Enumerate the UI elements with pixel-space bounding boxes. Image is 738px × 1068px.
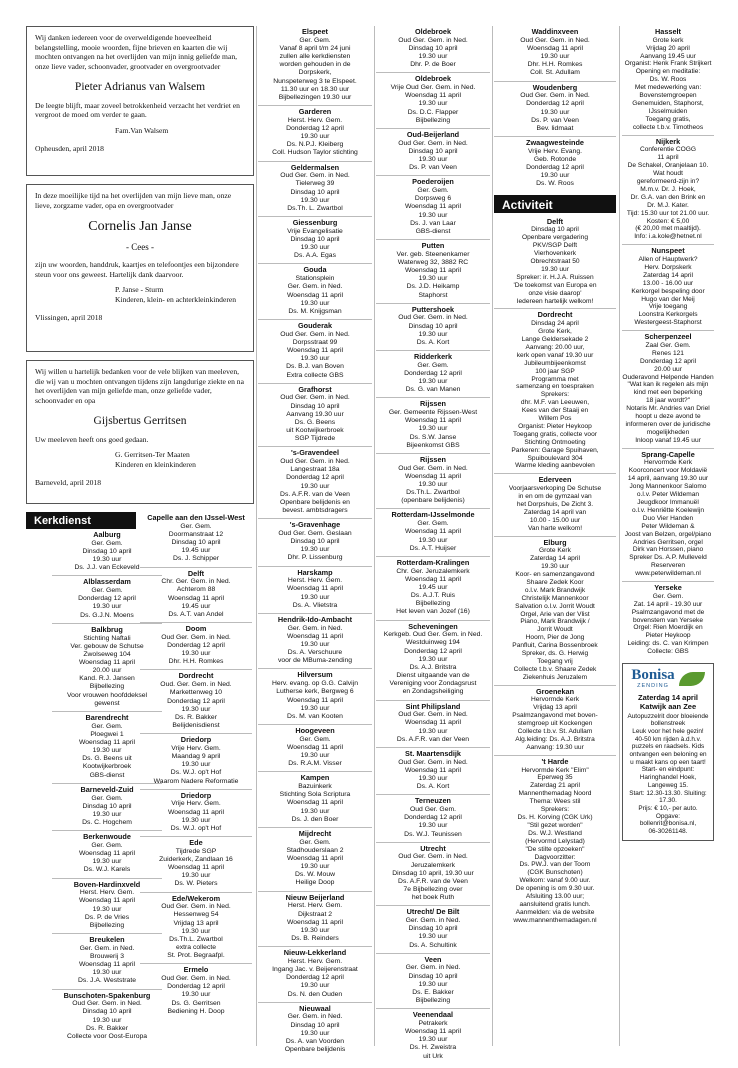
listing-entry <box>494 537 616 686</box>
listing-title: Yerseke <box>654 583 682 593</box>
listing-body: Voorjaarsverkoping De Schutse in en om de gymzaal van het Dorpshuis, De Zicht 3. Zaterdag 14 april van 10.00 - 15.00 uur Van harte welkom! <box>508 485 602 532</box>
listing-entry <box>494 82 616 138</box>
listing-title: Oldebroek <box>414 27 452 36</box>
listing-body: Ger. Gem. in Ned. Dinsdag 10 april 19.30 uur Ds. E. Bakker Bijbellezing <box>405 964 461 1005</box>
listing-title: Ede/Wekerom <box>171 893 221 903</box>
listing-entry <box>140 790 252 837</box>
listing-body: Herv. evang. op G.G. Calvijn Lutherse kerk, Bergweg 6 Woensdag 11 april 19.30 uur Ds. M. van Kooten <box>271 680 358 720</box>
listing-body: Ger. Gem. Doormanstraat 12 Dinsdag 10 april 19.45 uur Ds. J. Schipper <box>168 522 224 563</box>
listing-title: Barneveld-Zuid <box>80 784 134 794</box>
listing-entry <box>376 304 490 351</box>
listing-title: Kampen <box>300 773 330 783</box>
listing-body: Conferentie COGG 11 april De Schakel, Oranjelaan 10. Wat houdt gereformeerd-zijn in? M.m.v. Dr. J. Hoek, Dr. G.A. van den Brink en Dr. M.J. Kater. Tijd: 15.30 uur tot 21.00 uur. Kosten: € 5,00 (€ 20,00 met maaltijd). Info: i.a.kole@hetnet.nl <box>626 146 710 241</box>
listing-title: Aalburg <box>93 530 121 539</box>
listing-entry <box>258 567 372 614</box>
listing-body: Oud Ger. Gem. in Ned. Donderdag 12 april 19.30 uur Ds. G. Gerritsen Bediening H. Doop <box>161 975 231 1015</box>
listing-title: Driedorp <box>180 790 212 800</box>
listing-title: Zwaagwesteinde <box>526 138 584 148</box>
listing-entry <box>140 964 252 1019</box>
listing-entry <box>622 136 714 246</box>
listing-title: Boven-Hardinxveld <box>73 879 141 889</box>
kerkdienst-column-4 <box>376 26 490 1064</box>
listing-body: Ger. Gem. in Ned. Dinsdag 10 april 19.30 uur Ds. A. van Voorden Openbare belijdenis <box>284 1013 346 1054</box>
listing-title: Nieuwaal <box>299 1003 331 1013</box>
listing-body: Vrije Herv. Evang. Geb. Rotonde Donderdag 12 april 19.30 uur Ds. W. Roos <box>526 147 584 188</box>
listing-body: Oud Ger. Gem. in Ned. Dorpsstraat 99 Woensdag 11 april 19.30 uur Ds. B.J. van Boven Extra collecte GBS <box>280 330 350 379</box>
listing-body: Herst. Herv. Gem. Woensdag 11 april 19.30 uur Ds. A. Vlietstra <box>286 577 344 609</box>
listing-entry <box>376 240 490 304</box>
listing-title: Groenekan <box>535 686 575 696</box>
listing-title: Mijdrecht <box>298 828 332 838</box>
listing-title: St. Maartensdijk <box>405 748 461 758</box>
listing-entry <box>376 748 490 795</box>
listing-title: Dordrecht <box>178 671 214 681</box>
listing-title: Garderen <box>298 107 332 116</box>
listing-entry <box>258 669 372 725</box>
listing-body: Vrije Herv. Gem. Woensdag 11 april 19.30 uur Ds. W.J. op't Hof <box>167 800 225 832</box>
kerkdienst-header: Kerkdienst <box>26 512 136 529</box>
listing-title: 's-Gravendeel <box>291 448 339 458</box>
listing-title: Gouda <box>303 265 327 275</box>
listing-body: Vrije Oud Ger. Gem. in Ned. Woensdag 11 april 19.30 uur Ds. D.C. Flapper Bijbellezing <box>390 84 476 124</box>
listing-entry <box>258 26 372 106</box>
listing-body: Herst. Herv. Gem. Dijkstraat 2 Woensdag 11 april 19.30 uur Ds. B. Reinders <box>286 902 344 942</box>
listing-body: Ger. Gem. Woensdag 11 april 19.30 uur Ds. A.T. Huijser <box>404 520 462 552</box>
listing-title: Waddinxveen <box>531 27 579 36</box>
listing-title: Rijssen <box>420 454 446 464</box>
kerkdienst-column-3 <box>258 26 372 1057</box>
listing-body: Oud Ger. Gem. in Ned. Donderdag 12 april 19.30 uur Ds. P. van Veen Bev. lidmaat <box>520 92 590 132</box>
listing-entry <box>376 176 490 240</box>
listing-title: Rotterdam-IJsselmonde <box>391 510 475 520</box>
listing-body: Stichting Naftali Ver. gebouw de Schutse Zwolseweg 104 Woensdag 11 april 20.00 uur Kand. R.J. Jansen Bijbellezing Voor vrouwen hoofddeksel gewenst <box>66 634 148 707</box>
listing-body: Ger. Gem. Dorpsweg 6 Woensdag 11 april 19.30 uur Ds. J. van Laar GBS-dienst <box>404 187 462 235</box>
left-block <box>26 26 254 1056</box>
listing-entry <box>494 686 616 756</box>
notice-intro: Wij willen u hartelijk bedanken voor de vele blijken van meeleven, die wij van u mochten ontvangen tijdens zijn langdurige ziekte en na het overlijden van mijn geliefde man, onze geliefde vader, schoonvader en opa <box>35 367 244 406</box>
death-notice <box>26 26 254 176</box>
listing-title: Sint Philipsland <box>405 701 461 711</box>
listing-entry <box>376 129 490 176</box>
listing-body: Stationsplein Ger. Gem. in Ned. Woensdag 11 april 19.30 uur Ds. M. Knijgsman <box>286 275 344 315</box>
listing-title: Giessenburg <box>292 218 338 228</box>
listing-body: Ger. Gem. Donderdag 12 april 19.30 uur Ds. G. van Manen <box>404 361 462 394</box>
listing-entry <box>494 216 616 310</box>
listing-title: Rijssen <box>420 399 446 409</box>
listing-title: Delft <box>187 568 205 578</box>
listing-body: Oud. Ger. Gem. in Ned. Markettenweg 10 Donderdag 12 april 19.30 uur Ds. R. Bakker Belijdenisdienst <box>160 681 232 729</box>
listing-entry <box>494 474 616 536</box>
notice-subtitle: - Cees - <box>126 242 154 253</box>
listing-title: Sprang-Capelle <box>641 449 695 459</box>
column-divider <box>374 26 375 1046</box>
leaf-icon <box>679 672 705 686</box>
notice-place: Opheusden, april 2018 <box>35 143 104 153</box>
notice-name: Gijsbertus Gerritsen <box>93 414 187 427</box>
listing-title: Hilversum <box>297 670 333 680</box>
listing-title: Elburg <box>543 537 567 547</box>
listing-title: Utrecht <box>420 843 446 853</box>
listing-body: Oud Ger. Gem. in Ned. Jeruzalemkerk Dinsdag 10 april, 19.30 uur Ds. A.F.R. van de Veen 7e Bijbellezing over het boek Ruth <box>392 853 474 902</box>
listing-body: Oud Ger. Gem. in Ned. Dinsdag 10 april 19.30 uur Dhr. P. de Boer <box>398 36 468 69</box>
listing-title: Poederoijen <box>412 177 454 187</box>
notice-intro: Wij danken iedereen voor de overweldigende hoeveelheid belangstelling, mooie woorden, fijne brieven en kaarten die wij mochten ontvangen na het overlijden van mijn innig geliefde man, onze lieve vader, schoonvader, grootvader en overgrootvader <box>35 33 238 72</box>
listing-title: Delft <box>546 216 564 226</box>
listing-entry <box>376 1009 490 1064</box>
listing-body: Ger. Gem. in Ned. Brouwerij 3 Woensdag 11 april 19.30 uur Ds. J.A. Weststrate <box>77 944 137 985</box>
notice-intro: In deze moeilijke tijd na het overlijden van mijn lieve man, onze lieve, zorgzame vader, opa en overgrootvader <box>35 191 232 210</box>
death-notice <box>26 184 254 352</box>
listing-title: Veen <box>424 954 442 964</box>
listing-title: Oud-Beijerland <box>406 129 460 139</box>
listing-entry <box>258 725 372 772</box>
listing-body: Oud Ger. Gem. Donderdag 12 april 19.30 uur Ds. W.J. Teunissen <box>404 806 462 838</box>
column-6 <box>622 26 714 841</box>
listing-title: Nijkerk <box>655 136 681 146</box>
listing-body: Ger. Gemeente Rijssen-West Woensdag 11 april 19.30 uur Ds. S.W. Janse Bijeenkomst GBS <box>388 409 478 449</box>
listing-entry <box>376 26 490 73</box>
notice-name: Pieter Adrianus van Walsem <box>74 80 206 93</box>
listing-body: Herst. Herv. Gem. Ingang Jac. v. Beijerenstraat Donderdag 12 april 19.30 uur Ds. N. den Ouden <box>272 957 358 998</box>
listing-body: Vrije Herv. Gem. Maandag 9 april 19.30 uur Ds. W.J. op't Hof Waarom Nadere Reformatie <box>153 744 239 785</box>
listing-body: Oud Ger. Gem. in Ned. Woensdag 11 april 19.30 uur Dhr. H.H. Romkes Coll. St. Adullam <box>520 36 590 77</box>
listing-entry <box>376 701 490 748</box>
column-divider <box>492 26 493 1046</box>
listing-title: Geldermalsen <box>290 162 340 172</box>
notice-signature: G. Gerritsen-Ter Maaten Kinderen en kleinkinderen <box>115 450 196 470</box>
listing-body: Oud Ger. Gem. in Ned. Dinsdag 10 april 19.30 uur Ds. P. van Veen <box>398 139 468 172</box>
listing-entry <box>376 509 490 556</box>
listing-title: Balkbrug <box>91 624 123 634</box>
listing-entry <box>376 843 490 907</box>
listing-body: Oud Ger. Gem. Geslaan Dinsdag 10 april 19.30 uur Dhr. P. Lissenburg <box>278 529 352 562</box>
listing-body: Allen of Hauptwerk? Herv. Dorpskerk Zaterdag 14 april 13.00 - 16.00 uur Kerkorgel bespeling door Hugo van der Meij Vrije toegang Loonstra Kerkorgels Westergeest-Staphorst <box>631 256 705 327</box>
listing-body: Grote kerk Vrijdag 20 april Aanvang 19.45 uur Organist: Henk Frank Strijkert Opening en meditatie: Ds. W. Roos Met medewerking van: Bovenstemgroepen Genemuiden, Staphorst, IJsselmuiden Toegang gratis, collecte t.b.v. Timotheos <box>624 36 712 131</box>
listing-body: Grote Kerk Zaterdag 14 april 19.30 uur Koor- en samenzangavond Shaare Zedek Koor o.l.v. Mark Brandwijk Christelijk Mannenkoor Salvation o.l.v. Jorrit Woudt Orgel, Arie van der Vlist Piano, Mark Brandwijk / Jorrit Woudt Hoorn, Pier de Jong Panfluit, Carina Bossenbroek Spreker, ds. G. Herwig Toegang vrij Collecte t.b.v. Shaare Zedek Ziekenhuis Jeruzalem <box>512 547 598 681</box>
listing-entry <box>258 106 372 162</box>
listing-title: Nieuw Beijerland <box>285 892 345 902</box>
listing-title: Capelle aan den IJssel-West <box>147 513 245 522</box>
listing-entry <box>258 217 372 264</box>
notice-body: De leegte blijft, maar zoveel betrokkenheid verzacht het verdriet en vergroot de moed om verder te gaan. <box>35 100 240 120</box>
death-notice <box>26 360 254 504</box>
listing-body: Ger. Gem. in Ned. Woensdag 11 april 19.30 uur Ds. A. Verschuure voor de MBuma-zending <box>277 624 353 665</box>
listing-entry <box>376 73 490 129</box>
listing-entry <box>494 756 616 928</box>
listing-body: Dinsdag 24 april Grote Kerk, Lange Geldersekade 2 Aanvang: 20.00 uur, kerk open vanaf 19.30 uur Jubileumbijeenkomst 100 jaar SGP Programma met samenzang en toespraken Sprekers: dhr. M.F. van Leeuwen, Kees van der Staaij en Willem Pos Organist: Pieter Heykoop Toegang gratis, collecte voor Stichting Ontmoeting Parkeren: Garage Spuihaven, Spuiboulevard 304 Warme kleding aanbevolen <box>511 320 599 470</box>
listing-entry <box>140 893 252 965</box>
listing-title: Nunspeet <box>651 246 685 256</box>
listing-title: Woudenberg <box>532 82 578 92</box>
listing-title: Grafhorst <box>298 384 332 394</box>
listing-entry <box>376 557 490 621</box>
listing-body: Chr. Ger. Jeruzalemkerk Woensdag 11 april 19.45 uur Ds. A.J.T. Ruis Bijbellezing Het leven van Jozef (16) <box>396 567 470 616</box>
listing-body: Ger. Gem. Woensdag 11 april 19.30 uur Ds. R.A.M. Visser <box>286 735 344 768</box>
listing-body: Oud Ger. Gem. in Ned. Woensdag 11 april 19.30 uur Ds. A.F.R. van der Veen <box>396 711 470 743</box>
listing-entry <box>258 772 372 828</box>
listing-title: Oldebroek <box>414 74 452 84</box>
listing-body: Ger. Gem. Woensdag 11 april 19.30 uur Ds. W.J. Karels <box>78 841 136 874</box>
listing-body: Herst. Herv. Gem. Donderdag 12 april 19.30 uur Ds. N.P.J. Kleiberg Coll. Hudson Taylor stichting <box>272 116 358 157</box>
listing-title: Nieuw-Lekkerland <box>283 948 347 958</box>
listing-body: Kerkgeb. Oud Ger. Gem. in Ned. Westduinweg 194 Donderdag 12 april 19.30 uur Ds. A.J. Britstra Dienst uitgaande van de Vereniging voor Zondagsrust en Zondagsheiliging <box>383 631 483 696</box>
listing-body: Bazuinkerk Stichting Sola Scriptura Woensdag 11 april 19.30 uur Ds. J. den Boer <box>279 783 351 823</box>
column-divider <box>619 26 620 1046</box>
listing-title: Breukelen <box>89 935 125 945</box>
listing-body: Ger. Gem. Stadhouderslaan 2 Woensdag 11 april 19.30 uur Ds. W. Mouw Heilige Doop <box>286 838 344 887</box>
listing-title: Harskamp <box>297 567 333 577</box>
column-divider <box>256 26 257 1046</box>
listing-entry <box>140 623 252 670</box>
listing-title: Scherpenzeel <box>644 332 692 342</box>
column-5 <box>494 26 616 928</box>
listing-entry <box>376 621 490 701</box>
listing-entry <box>258 264 372 320</box>
listing-title: Hoogeveen <box>295 726 335 735</box>
listing-title: Ermelo <box>183 965 209 975</box>
listing-entry <box>258 162 372 218</box>
listing-entry <box>140 837 252 893</box>
listing-entry <box>622 26 714 136</box>
listing-title: Ederveen <box>538 475 572 485</box>
notices <box>26 26 254 504</box>
notice-body: Uw meeleven heeft ons goed gedaan. <box>35 434 149 444</box>
listing-body: Oud Ger. Gem. in Ned. Dinsdag 10 april 19.30 uur Ds. A. Kort <box>398 314 468 346</box>
listing-entry <box>376 954 490 1010</box>
listing-title: Rotterdam-Kralingen <box>396 557 470 567</box>
notice-place: Vlissingen, april 2018 <box>35 312 103 322</box>
listing-entry <box>622 582 714 659</box>
listing-entry <box>258 447 372 519</box>
listing-entry <box>376 398 490 454</box>
listing-body: Ger. Gem. Vanaf 8 april t/m 24 juni zullen alle kerkdiensten worden gehouden in de Dorpskerk, Nunspeterweg 3 te Elspeet. 11.30 uur en 18.30 uur Bijbellezingen 19.30 uur <box>273 36 357 101</box>
kerkdienst-column-2 <box>140 512 252 1019</box>
listing-body: Zaal Ger. Gem. Renes 121 Donderdag 12 april 20.00 uur Ouderavond Helpende Handen "Wat kan ik regelen als mijn kind met een beperking 18 jaar wordt?" Notaris Mr. Andries van Driel hoopt u deze avond te informeren over de juridische mogelijkheden Inloop vanaf 19.45 uur <box>622 341 714 444</box>
listing-title: 's-Gravenhage <box>289 520 341 530</box>
activiteit-header: Activiteit <box>494 195 616 213</box>
listing-entry <box>622 449 714 582</box>
listing-body: Ger. Gem. Dinsdag 10 april 19.30 uur Ds. J.J. van Eckeveld <box>74 539 140 572</box>
listing-body: Ver. geb. Steenenkamer Waterweg 32, 3882 RC Woensdag 11 april 19.30 uur Ds. J.D. Heikamp Staphorst <box>396 250 470 299</box>
listing-body: Oud Ger. Gem. in Ned. Dinsdag 10 april Aanvang 19.30 uur Ds. G. Beens uit Kootwijkerbroek SGP Tijdrede <box>280 394 350 443</box>
listing-body: Hervormde Kerk Koorconcert voor Moldavië 14 april, aanvang 19.30 uur Jong Mannenkoor Salomo o.l.v. Peter Wildeman Jeugdkoor Immanuël o.l.v. Henriëtte Koelewijn Duo Vier Handen Peter Wildeman & Joost van Belzen, orgel/piano Andries Gerritsen, orgel Dirk van Horssen, piano Spreker Ds. A.P. Mulleveld Reserveren www.peterwildeman.nl <box>624 459 712 578</box>
listing-body: Hervormde Kerk "Elim" Eperweg 35 Zaterdag 21 april Mannenthemadag Noord Thema: Wees stil Sprekers: Ds. H. Korving (CGK Urk) "Stil gezet worden" Ds. W.J. Westland (Hervormd Lelystad) "De stilte opzoeken" Dagvoorzitter: Ds. PW.J. van der Toorn (CGK Bunschoten) Welkom: vanaf 9.00 uur. De opening is om 9.30 uur. Afsluiting 13.00 uur; aansluitend gratis lunch. Aanmelden: via de website www.mannenthemadagen.nl <box>513 766 597 924</box>
listing-entry <box>258 384 372 448</box>
listing-entry <box>376 906 490 953</box>
listing-title: Barendrecht <box>85 712 129 722</box>
listing-entry <box>258 1003 372 1058</box>
listing-entry <box>140 670 252 734</box>
listing-body: Dinsdag 10 april Openbare vergadering PKV/SGP Delft Vierhovenkerk Obrechtstraat 50 19.30 uur Spreker: ir. H.J.A. Ruissen 'De toekomst van Europa en onze visie daarop' Iedereen hartelijk welkom! <box>513 226 597 305</box>
listing-body: Ger. Gem. Donderdag 12 april 19.30 uur Ds. G.J.N. Moens <box>78 587 136 619</box>
listing-body: Tijdrede SGP Zuiderkerk, Zandlaan 16 Woensdag 11 april 19.30 uur Ds. W. Pieters <box>159 847 233 888</box>
listing-body: Oud Ger. Gem. in Ned. Tielerweg 39 Dinsdag 10 april 19.30 uur Ds.Th. L. Zwartbol <box>280 172 350 212</box>
bonisa-body: Autopuzzelrit door bloeiende bollenstreek Leuk voor het hele gezin! 40-50 km rijden à.d.h.v. puzzels en raadsels. Kids ontvangen een beloning en u maakt kans op een taart! Start- en eindpunt: Haringhandel Hoek, Langeweg 15. Start: 12.30-13.30. Sluiting: 17.30. Prijs: € 10,- per auto. Opgave: bollenrit@bonisa.nl, 06-30261148. <box>627 712 709 835</box>
listing-title: Driedorp <box>180 735 212 745</box>
listing-entry <box>622 245 714 331</box>
bonisa-event: Zaterdag 14 april Katwijk aan Zee <box>637 692 699 711</box>
listing-title: Gouderak <box>297 320 333 330</box>
listing-body: Oud Ger. Gem. in Ned. Donderdag 12 april 19.30 uur Dhr. H.H. Romkes <box>161 633 231 666</box>
listing-body: Herst. Herv. Gem. Woensdag 11 april 19.30 uur Ds. P. de Vries Bijbellezing <box>78 889 136 929</box>
listing-entry <box>140 568 252 624</box>
listing-entry <box>376 795 490 842</box>
listing-body: Oud Ger. Gem. in Ned. Woensdag 11 april 19.30 uur Ds. A. Kort <box>398 758 468 791</box>
listing-entry <box>258 892 372 948</box>
listing-body: Oud Ger. Gem. in Ned. Hessenweg 54 Vrijdag 13 april 19.30 uur Ds.Th.L. Zwartbol extra collecte St. Prot. Begraafpl. <box>161 903 231 960</box>
listing-title: Veenendaal <box>412 1010 454 1020</box>
listing-entry <box>258 320 372 384</box>
activiteit-list <box>494 216 616 928</box>
listing-body: Hervormde Kerk Vrijdag 13 april Psalmzangavond met boven- stemgroep uit Kockengen Collecte t.b.v. St. Adullam Alg.leiding: Ds. A.J. Britstra Aanvang: 19.30 uur <box>512 696 598 751</box>
listing-entry <box>494 309 616 474</box>
listing-body: Chr. Ger. Gem. in Ned. Achterom 88 Woensdag 11 april 19.45 uur Ds. A.T. van Andel <box>161 578 231 618</box>
bonisa-tag: ZENDING <box>637 683 669 690</box>
listing-title: Alblasserdam <box>83 577 131 587</box>
listing-body: Oud Ger. Gem. in Ned. Langestraat 18a Donderdag 12 april 19.30 uur Ds. A.F.R. van de Veen Openbare belijdenis en bevest. ambtsdragers <box>280 458 350 515</box>
listing-body: Ger. Gem. in Ned. Dinsdag 10 april 19.30 uur Ds. A. Schultink <box>405 917 461 949</box>
listing-entry <box>140 734 252 790</box>
notice-signature: P. Janse - Sturm Kinderen, klein- en achterkleinkinderen <box>115 285 237 305</box>
listing-entry <box>494 26 616 82</box>
listing-entry <box>258 519 372 566</box>
listing-entry <box>258 947 372 1003</box>
notice-name: Cornelis Jan Janse <box>88 219 192 235</box>
listing-title: Dordrecht <box>537 310 573 320</box>
listing-entry <box>258 828 372 892</box>
bonisa-logo <box>627 668 709 690</box>
listing-title: Puttershoek <box>411 304 455 314</box>
notice-body: zijn uw woorden, handdruk, kaartjes en telefoontjes een bijzondere steun voor ons geweest. Hartelijk dank daarvoor. <box>35 259 239 279</box>
listing-body: Ger. Gem. Zat. 14 april - 19.30 uur Psalmzangavond met de bovenstem van Yerseke Orgel: Rien Moerdijk en Pieter Heykoop Leiding: ds. C. van Krimpen Collecte: GBS <box>627 592 709 656</box>
listing-body: Oud Ger. Gem. in Ned. Dinsdag 10 april 19.30 uur Ds. R. Bakker Collecte voor Oost-Europa <box>66 1000 148 1040</box>
bonisa-brand: Bonisa <box>631 667 675 684</box>
listing-body: Petrakerk Woensdag 11 april 19.30 uur Ds. H. Zweistra uit Urk <box>404 1020 462 1060</box>
listing-entry <box>376 351 490 398</box>
listing-title: Ridderkerk <box>413 352 453 362</box>
listing-title: Elspeet <box>302 27 328 36</box>
listing-title: 't Harde <box>541 756 569 766</box>
listing-entry <box>376 454 490 510</box>
listing-title: Hendrik-Ido-Ambacht <box>277 614 353 624</box>
activiteit-column-6 <box>622 26 714 659</box>
listing-entry <box>140 512 252 568</box>
listing-body: Ger. Gem. Dinsdag 10 april 19.30 uur Ds. C. Hogchem <box>82 794 132 826</box>
bonisa-advert <box>622 663 714 841</box>
listing-title: Berkenwoude <box>83 832 131 842</box>
listing-title: Utrecht/ De Bilt <box>406 907 460 917</box>
listing-title: Scheveningen <box>408 621 458 631</box>
kerkdienst-column-5 <box>494 26 616 192</box>
notice-place: Barneveld, april 2018 <box>35 477 102 487</box>
listing-entry <box>258 614 372 670</box>
listing-title: Terneuzen <box>415 796 451 806</box>
listing-body: Oud Ger. Gem. in Ned. Woensdag 11 april 19.30 uur Ds.Th.L. Zwartbol (openbare belijdenis) <box>398 464 468 505</box>
listing-title: Ede <box>189 838 203 848</box>
notice-signature: Fam.Van Walsem <box>115 126 169 136</box>
listing-entry <box>622 331 714 449</box>
listing-entry <box>494 137 616 192</box>
listing-title: Putten <box>421 240 445 250</box>
listing-title: Hasselt <box>655 27 681 36</box>
listing-title: Bunschoten-Spakenburg <box>63 990 151 1000</box>
listing-body: Vrije Evangelisatie Dinsdag 10 april 19.30 uur Ds. A.A. Egas <box>287 227 343 260</box>
listing-title: Doom <box>185 624 207 634</box>
listing-body: Ger. Gem. Ploegwei 1 Woensdag 11 april 19.30 uur Ds. G. Beens uit Kootwijkerbroek GBS-dienst <box>78 722 136 779</box>
